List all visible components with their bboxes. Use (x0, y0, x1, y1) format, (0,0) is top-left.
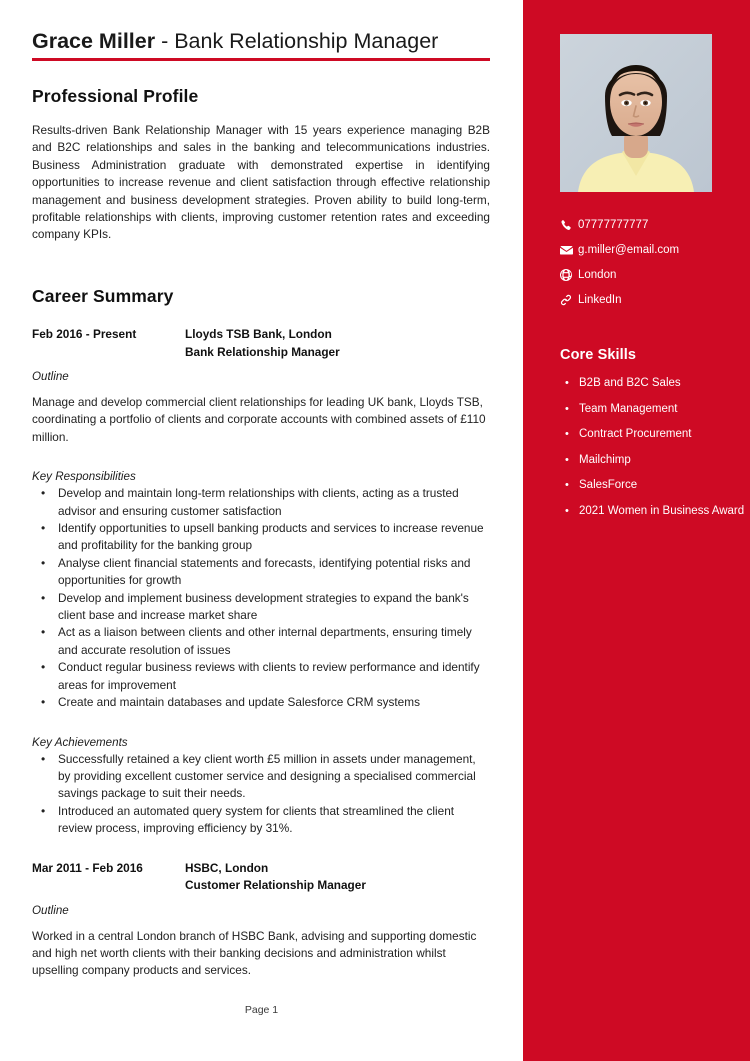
job-title: Bank Relationship Manager (185, 344, 340, 359)
achievements-list (32, 751, 490, 838)
list-item: • Create and maintain databases and update Salesforce CRM systems (32, 694, 490, 711)
bullet-icon: • (565, 377, 569, 389)
professional-profile-text: Results-driven Bank Relationship Manager with 15 years experience managing B2B and B2C relationships and sales in the banking and telecommunications industries. Business Administration graduate with demonstrated expertise in identifying opportunities to increase revenue and client satisfaction through effective relationship management and business development strategies. Proven ability to build long-term, profitable relationships with clients, improving customer retention rates and exceeding company KPIs. (32, 123, 490, 242)
contact-linkedin-value: LinkedIn (578, 294, 622, 306)
contact-phone[interactable] (560, 218, 740, 232)
resume-sidebar (523, 0, 750, 1061)
list-item: • Act as a liaison between clients and other internal departments, ensuring timely and accurate resolution of issues (32, 624, 490, 659)
bullet-icon: • (565, 453, 569, 466)
skill-label: SalesForce (579, 479, 638, 491)
contact-location-value: London (578, 269, 617, 281)
outline-text: Manage and develop commercial client relationships for leading UK bank, Lloyds TSB, coordinating a portfolio of clients and corporate accounts with combined assets of £110 million. (32, 395, 486, 444)
list-item (565, 376, 750, 390)
list-item (565, 402, 750, 416)
responsibilities-label: Key Responsibilities (32, 470, 136, 484)
skill-label: B2B and B2C Sales (579, 377, 681, 389)
section-heading-profile: Professional Profile (32, 86, 199, 106)
bullet-icon: • (565, 402, 569, 415)
bullet-icon: • (565, 479, 569, 491)
section-heading-core-skills: Core Skills (560, 347, 637, 363)
skill-label: Mailchimp (579, 453, 631, 466)
contact-phone-value: 07777777777 (578, 219, 649, 231)
job-meta (185, 326, 490, 361)
section-heading-career: Career Summary (32, 286, 174, 306)
skill-label: 2021 Women in Business Award (579, 504, 745, 517)
list-item: • Analyse client financial statements and forecasts, identifying potential risks and opportunities for growth (32, 555, 490, 590)
list-item (565, 453, 750, 467)
list-item: • Conduct regular business reviews with clients to review performance and identify areas for improvement (32, 659, 490, 694)
job-dates: Mar 2011 - Feb 2016 (32, 860, 143, 875)
list-item: • Successfully retained a key client worth £5 million in assets under management, by providing excellent customer service and designing a specialised commercial savings package to suit their needs. (32, 751, 490, 803)
achievements-label: Key Achievements (32, 735, 128, 749)
job-title: Customer Relationship Manager (185, 878, 366, 893)
contact-email[interactable] (560, 243, 740, 257)
list-item: • Introduced an automated query system for clients that streamlined the client review process, improving efficiency by 31%. (32, 803, 490, 838)
link-icon (560, 294, 578, 306)
outline-label: Outline (32, 370, 69, 383)
job-company: HSBC, London (185, 860, 269, 875)
contact-list (560, 218, 740, 318)
list-item (565, 427, 750, 441)
list-item (565, 504, 750, 518)
page-title (32, 28, 490, 55)
profile-photo-icon (560, 34, 712, 192)
job-header (32, 860, 490, 895)
job-meta (185, 860, 490, 895)
outline-label: Outline (32, 903, 69, 917)
responsibilities-list (32, 485, 490, 711)
bullet-icon: • (565, 504, 569, 517)
page-footer: Page 1 (244, 1004, 279, 1016)
title-separator: - (155, 29, 175, 53)
career-summary-list (32, 326, 490, 980)
job-company: Lloyds TSB Bank, London (185, 327, 332, 341)
job-dates: Feb 2016 - Present (32, 327, 137, 341)
outline-text: Worked in a central London branch of HSBC Bank, advising and supporting domestic and high net worth clients with their banking decisions and administration whilst upselling company products and services. (32, 928, 477, 978)
job-entry (32, 860, 490, 980)
contact-email-value: g.miller@email.com (578, 244, 680, 256)
list-item: • Develop and maintain long-term relationships with clients, acting as a trusted advisor and ensuring customer satisfaction (32, 485, 490, 520)
avatar (560, 34, 712, 192)
envelope-icon (560, 245, 578, 256)
job-header (32, 326, 490, 361)
contact-linkedin[interactable] (560, 293, 740, 307)
candidate-job-title: Bank Relationship Manager (174, 29, 439, 53)
contact-location[interactable] (560, 268, 740, 282)
phone-icon (560, 219, 578, 232)
globe-icon (560, 269, 578, 281)
title-underline-rule (32, 58, 490, 61)
list-item (565, 478, 750, 492)
candidate-name: Grace Miller (32, 29, 156, 53)
list-item: • Identify opportunities to upsell banking products and services to increase revenue and profitability for the banking group (32, 520, 490, 555)
bullet-icon: • (565, 428, 569, 440)
job-entry (32, 326, 490, 838)
list-item: • Develop and implement business development strategies to expand the bank's client base and increase market share (32, 590, 490, 625)
core-skills-list (565, 376, 750, 529)
skill-label: Team Management (579, 402, 678, 415)
skill-label: Contract Procurement (579, 428, 692, 440)
